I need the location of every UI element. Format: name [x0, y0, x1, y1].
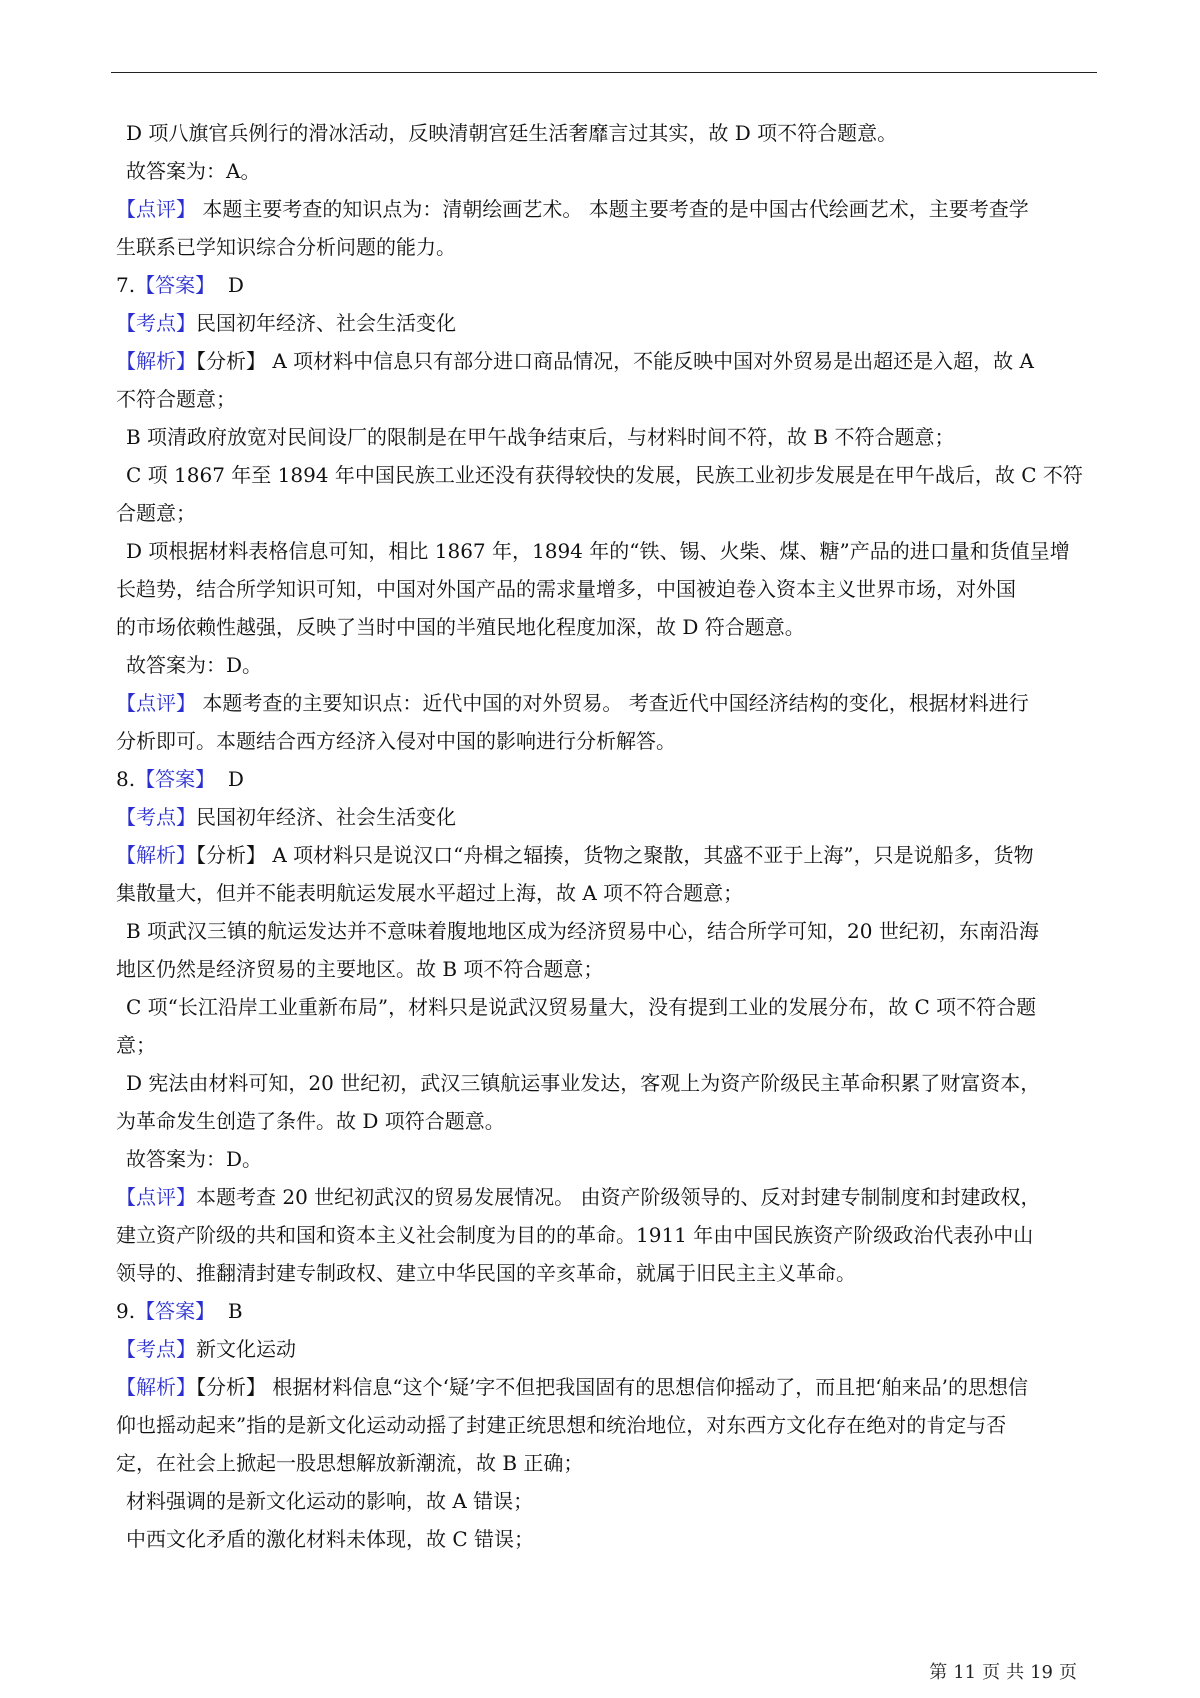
q8-answer-value: D [227, 767, 244, 791]
q7-d-text-2: 长趋势，结合所学知识可知，中国对外国产品的需求量增多，中国被迫卷入资本主义世界市场，对外国 [116, 577, 1016, 601]
q7-comment [116, 684, 1096, 722]
q8-point-text: 民国初年经济、社会生活变化 [196, 805, 456, 829]
q7-d-text-3: 的市场依赖性越强，反映了当时中国的半殖民地化程度加深，故 D 符合题意。 [116, 615, 805, 639]
q7-comment-text-2: 分析即可。本题结合西方经济入侵对中国的影响进行分析解答。 [116, 729, 676, 753]
q8-d-text-2: 为革命发生创造了条件。故 D 项符合题意。 [116, 1109, 505, 1133]
analysis-label: 【解析】 [116, 1375, 196, 1399]
q6-comment [116, 190, 1096, 228]
fenxi-label: 【分析】 [196, 843, 266, 867]
q7-comment-text-1: 本题考查的主要知识点：近代中国的对外贸易。 考查近代中国经济结构的变化，根据材料进行 [202, 691, 1029, 715]
analysis-label: 【解析】 [116, 349, 196, 373]
q7-d-text-1: D 项根据材料表格信息可知，相比 1867 年，1894 年的“铁、锡、火柴、煤、糖”产品的进口量和货值呈增 [126, 539, 1070, 563]
q8-number: 8. [116, 767, 136, 791]
q7-c-text-1: C 项 1867 年至 1894 年中国民族工业还没有获得较快的发展，民族工业初步发展是在甲午战后，故 C 不符 [126, 463, 1083, 487]
q8-analysis [116, 836, 1096, 874]
q8-c-text-1: C 项“长江沿岸工业重新布局”，材料只是说武汉贸易量大，没有提到工业的发展分布，故 C 项不符合题 [126, 995, 1037, 1019]
q8-c-text-2: 意； [116, 1033, 156, 1057]
q8-answer [116, 760, 1096, 798]
q7-b-option: B 项清政府放宽对民间设厂的限制是在甲午战争结束后，与材料时间不符，故 B 不符合题意； [126, 425, 955, 449]
q8-comment [116, 1178, 1096, 1216]
q6-comment-text-1: 本题主要考查的知识点为：清朝绘画艺术。 本题主要考查的是中国古代绘画艺术，主要考查学 [202, 197, 1029, 221]
q9-c-option: 中西文化矛盾的激化材料未体现，故 C 错误； [126, 1527, 535, 1551]
q8-d-text-1: D 宪法由材料可知，20 世纪初，武汉三镇航运事业发达，客观上为资产阶级民主革命积累了财富资本， [126, 1071, 1041, 1095]
comment-label: 【点评】 [116, 1185, 196, 1209]
q9-text-2: 仰也摇动起来”指的是新文化运动动摇了封建正统思想和统治地位，对东西方文化存在绝对的肯定与否 [116, 1413, 1007, 1437]
q6-final-answer: 故答案为：A。 [126, 159, 261, 183]
footer-gong: 共 [1006, 1662, 1025, 1683]
q8-comment-text-2: 建立资产阶级的共和国和资本主义社会制度为目的的革命。1911 年由中国民族资产阶级政治代表孙中山 [116, 1223, 1034, 1247]
q9-answer [116, 1292, 1096, 1330]
q9-analysis [116, 1368, 1096, 1406]
q6-comment-text-2: 生联系已学知识综合分析问题的能力。 [116, 235, 456, 259]
q9-point [116, 1330, 1096, 1368]
q9-number: 9. [116, 1299, 136, 1323]
q7-a-text-2: 不符合题意； [116, 387, 236, 411]
q9-answer-value: B [227, 1299, 243, 1323]
q9-text-3: 定，在社会上掀起一股思想解放新潮流，故 B 正确； [116, 1451, 584, 1475]
q7-c-text-2: 合题意； [116, 501, 196, 525]
document-body [116, 114, 1096, 1558]
comment-label: 【点评】 [116, 691, 196, 715]
q7-number: 7. [116, 273, 136, 297]
q8-final-answer: 故答案为：D。 [126, 1147, 263, 1171]
point-label: 【考点】 [116, 311, 196, 335]
q7-point [116, 304, 1096, 342]
q8-comment-text-1: 本题考查 20 世纪初武汉的贸易发展情况。 由资产阶级领导的、反对封建专制制度和封建政权， [196, 1185, 1041, 1209]
point-label: 【考点】 [116, 805, 196, 829]
total-pages: 19 [1030, 1662, 1053, 1683]
q7-analysis [116, 342, 1096, 380]
q7-a-text-1: A 项材料中信息只有部分进口商品情况，不能反映中国对外贸易是出超还是入超，故 A [272, 349, 1034, 373]
q7-answer [116, 266, 1096, 304]
page-footer [0, 1658, 1080, 1684]
q8-b-text-2: 地区仍然是经济贸易的主要地区。故 B 项不符合题意； [116, 957, 604, 981]
q7-point-text: 民国初年经济、社会生活变化 [196, 311, 456, 335]
footer-di: 第 [929, 1662, 948, 1683]
q8-a-text-2: 集散量大，但并不能表明航运发展水平超过上海，故 A 项不符合题意； [116, 881, 744, 905]
fenxi-label: 【分析】 [196, 349, 266, 373]
analysis-label: 【解析】 [116, 843, 196, 867]
fenxi-label: 【分析】 [196, 1375, 266, 1399]
answer-label: 【答案】 [135, 273, 216, 297]
q9-text-1: 根据材料信息“这个‘疑’字不但把我国固有的思想信仰摇动了，而且把‘舶来品’的思想信 [272, 1375, 1029, 1399]
q8-point [116, 798, 1096, 836]
q8-b-text-1: B 项武汉三镇的航运发达并不意味着腹地地区成为经济贸易中心，结合所学可知，20 世纪初，东南沿海 [126, 919, 1039, 943]
header-rule [111, 72, 1097, 73]
q7-answer-value: D [227, 273, 244, 297]
point-label: 【考点】 [116, 1337, 196, 1361]
q6-d-option: D 项八旗官兵例行的滑冰活动，反映清朝宫廷生活奢靡言过其实，故 D 项不符合题意。 [126, 121, 898, 145]
q9-a-option: 材料强调的是新文化运动的影响，故 A 错误； [126, 1489, 534, 1513]
comment-label: 【点评】 [116, 197, 196, 221]
footer-ye: 页 [982, 1662, 1001, 1683]
page-number: 11 [953, 1662, 977, 1683]
q8-comment-text-3: 领导的、推翻清封建专制政权、建立中华民国的辛亥革命，就属于旧民主主义革命。 [116, 1261, 856, 1285]
footer-ye-2: 页 [1059, 1662, 1077, 1683]
q9-point-text: 新文化运动 [196, 1337, 296, 1361]
answer-label: 【答案】 [135, 1299, 216, 1323]
q7-final-answer: 故答案为：D。 [126, 653, 263, 677]
answer-label: 【答案】 [135, 767, 216, 791]
q8-a-text-1: A 项材料只是说汉口“舟楫之辐揍，货物之聚散，其盛不亚于上海”，只是说船多，货物 [272, 843, 1034, 867]
